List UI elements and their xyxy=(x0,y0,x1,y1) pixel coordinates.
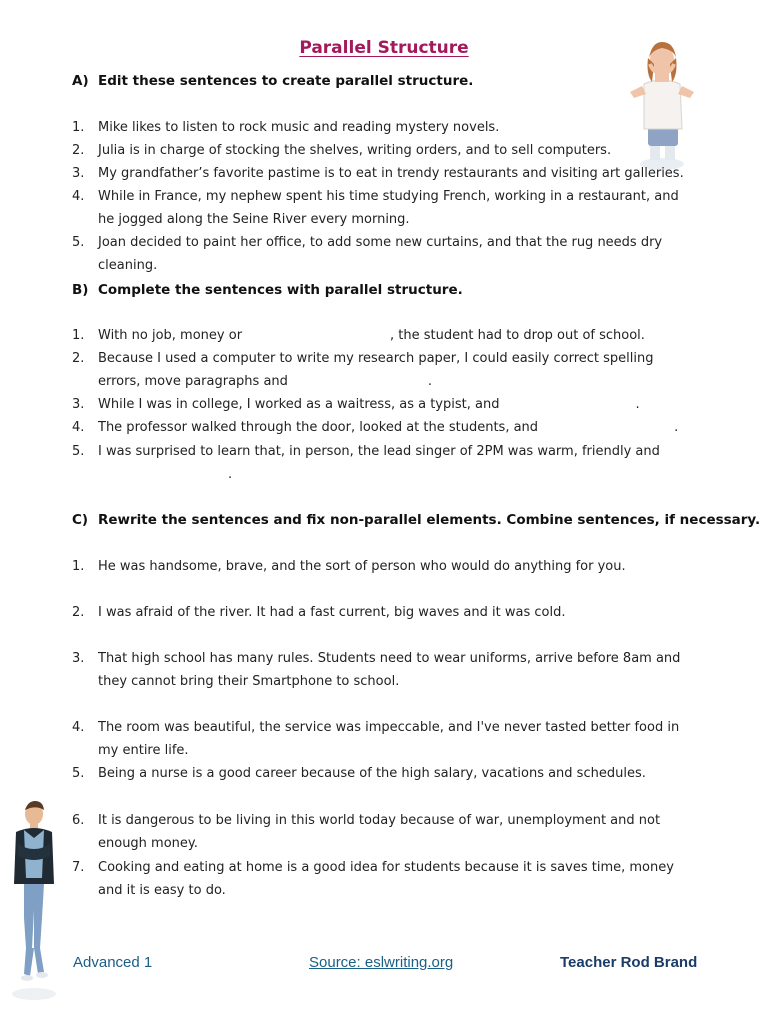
list-item: 7. Cooking and eating at home is a good idea for students because it is saves time, money and it is easy to do. xyxy=(72,860,674,898)
man-illustration xyxy=(4,798,66,1004)
list-item: 5. I was surprised to learn that, in person, the lead singer of 2PM was warm, friendly and. xyxy=(72,444,660,482)
page-title: Parallel Structure xyxy=(299,38,469,58)
section-c-heading: C) Rewrite the sentences and fix non-parallel elements. Combine sentences, if necessary. xyxy=(72,512,761,528)
list-item: 1. Mike likes to listen to rock music and reading mystery novels. xyxy=(72,120,500,135)
list-item: 5. Joan decided to paint her office, to add some new curtains, and that the rug needs dry cleaning. xyxy=(72,235,663,273)
list-item: 2. I was afraid of the river. It had a fast current, big waves and it was cold. xyxy=(72,605,566,620)
list-item: 4. The room was beautiful, the service was impeccable, and I've never tasted better food in my entire life. xyxy=(72,720,680,758)
list-item: 1. With no job, money or , the student had to drop out of school. xyxy=(72,328,645,343)
course-level: Advanced 1 xyxy=(73,954,153,971)
section-b-heading: B) Complete the sentences with parallel structure. xyxy=(72,282,463,298)
source-link[interactable]: Source: eslwriting.org xyxy=(309,954,454,971)
list-item: 3. My grandfather’s favorite pastime is to eat in trendy restaurants and visiting art galleries. xyxy=(72,166,684,181)
list-item: 3. That high school has many rules. Students need to wear uniforms, arrive before 8am and they cannot bring their Smartphone to school. xyxy=(72,651,681,689)
list-item: 3. While I was in college, I worked as a waitress, as a typist, and . xyxy=(72,397,640,412)
section-a-heading: A) Edit these sentences to create parallel structure. xyxy=(72,73,474,89)
list-item: 2. Because I used a computer to write my research paper, I could easily correct spelling errors, move paragraphs and . xyxy=(72,351,654,389)
list-item: 4. The professor walked through the door, looked at the students, and . xyxy=(72,420,679,435)
list-item: 6. It is dangerous to be living in this world today because of war, unemployment and not enough money. xyxy=(72,813,661,851)
teacher-name: Teacher Rod Brand xyxy=(560,954,698,971)
list-item: 1. He was handsome, brave, and the sort of person who would do anything for you. xyxy=(72,559,626,574)
list-item: 4. While in France, my nephew spent his time studying French, working in a restaurant, and he jogged along the Seine River every morning. xyxy=(72,189,679,227)
list-item: 5. Being a nurse is a good career because of the high salary, vacations and schedules. xyxy=(72,766,646,781)
list-item: 2. Julia is in charge of stocking the shelves, writing orders, and to sell computers. xyxy=(72,143,612,158)
